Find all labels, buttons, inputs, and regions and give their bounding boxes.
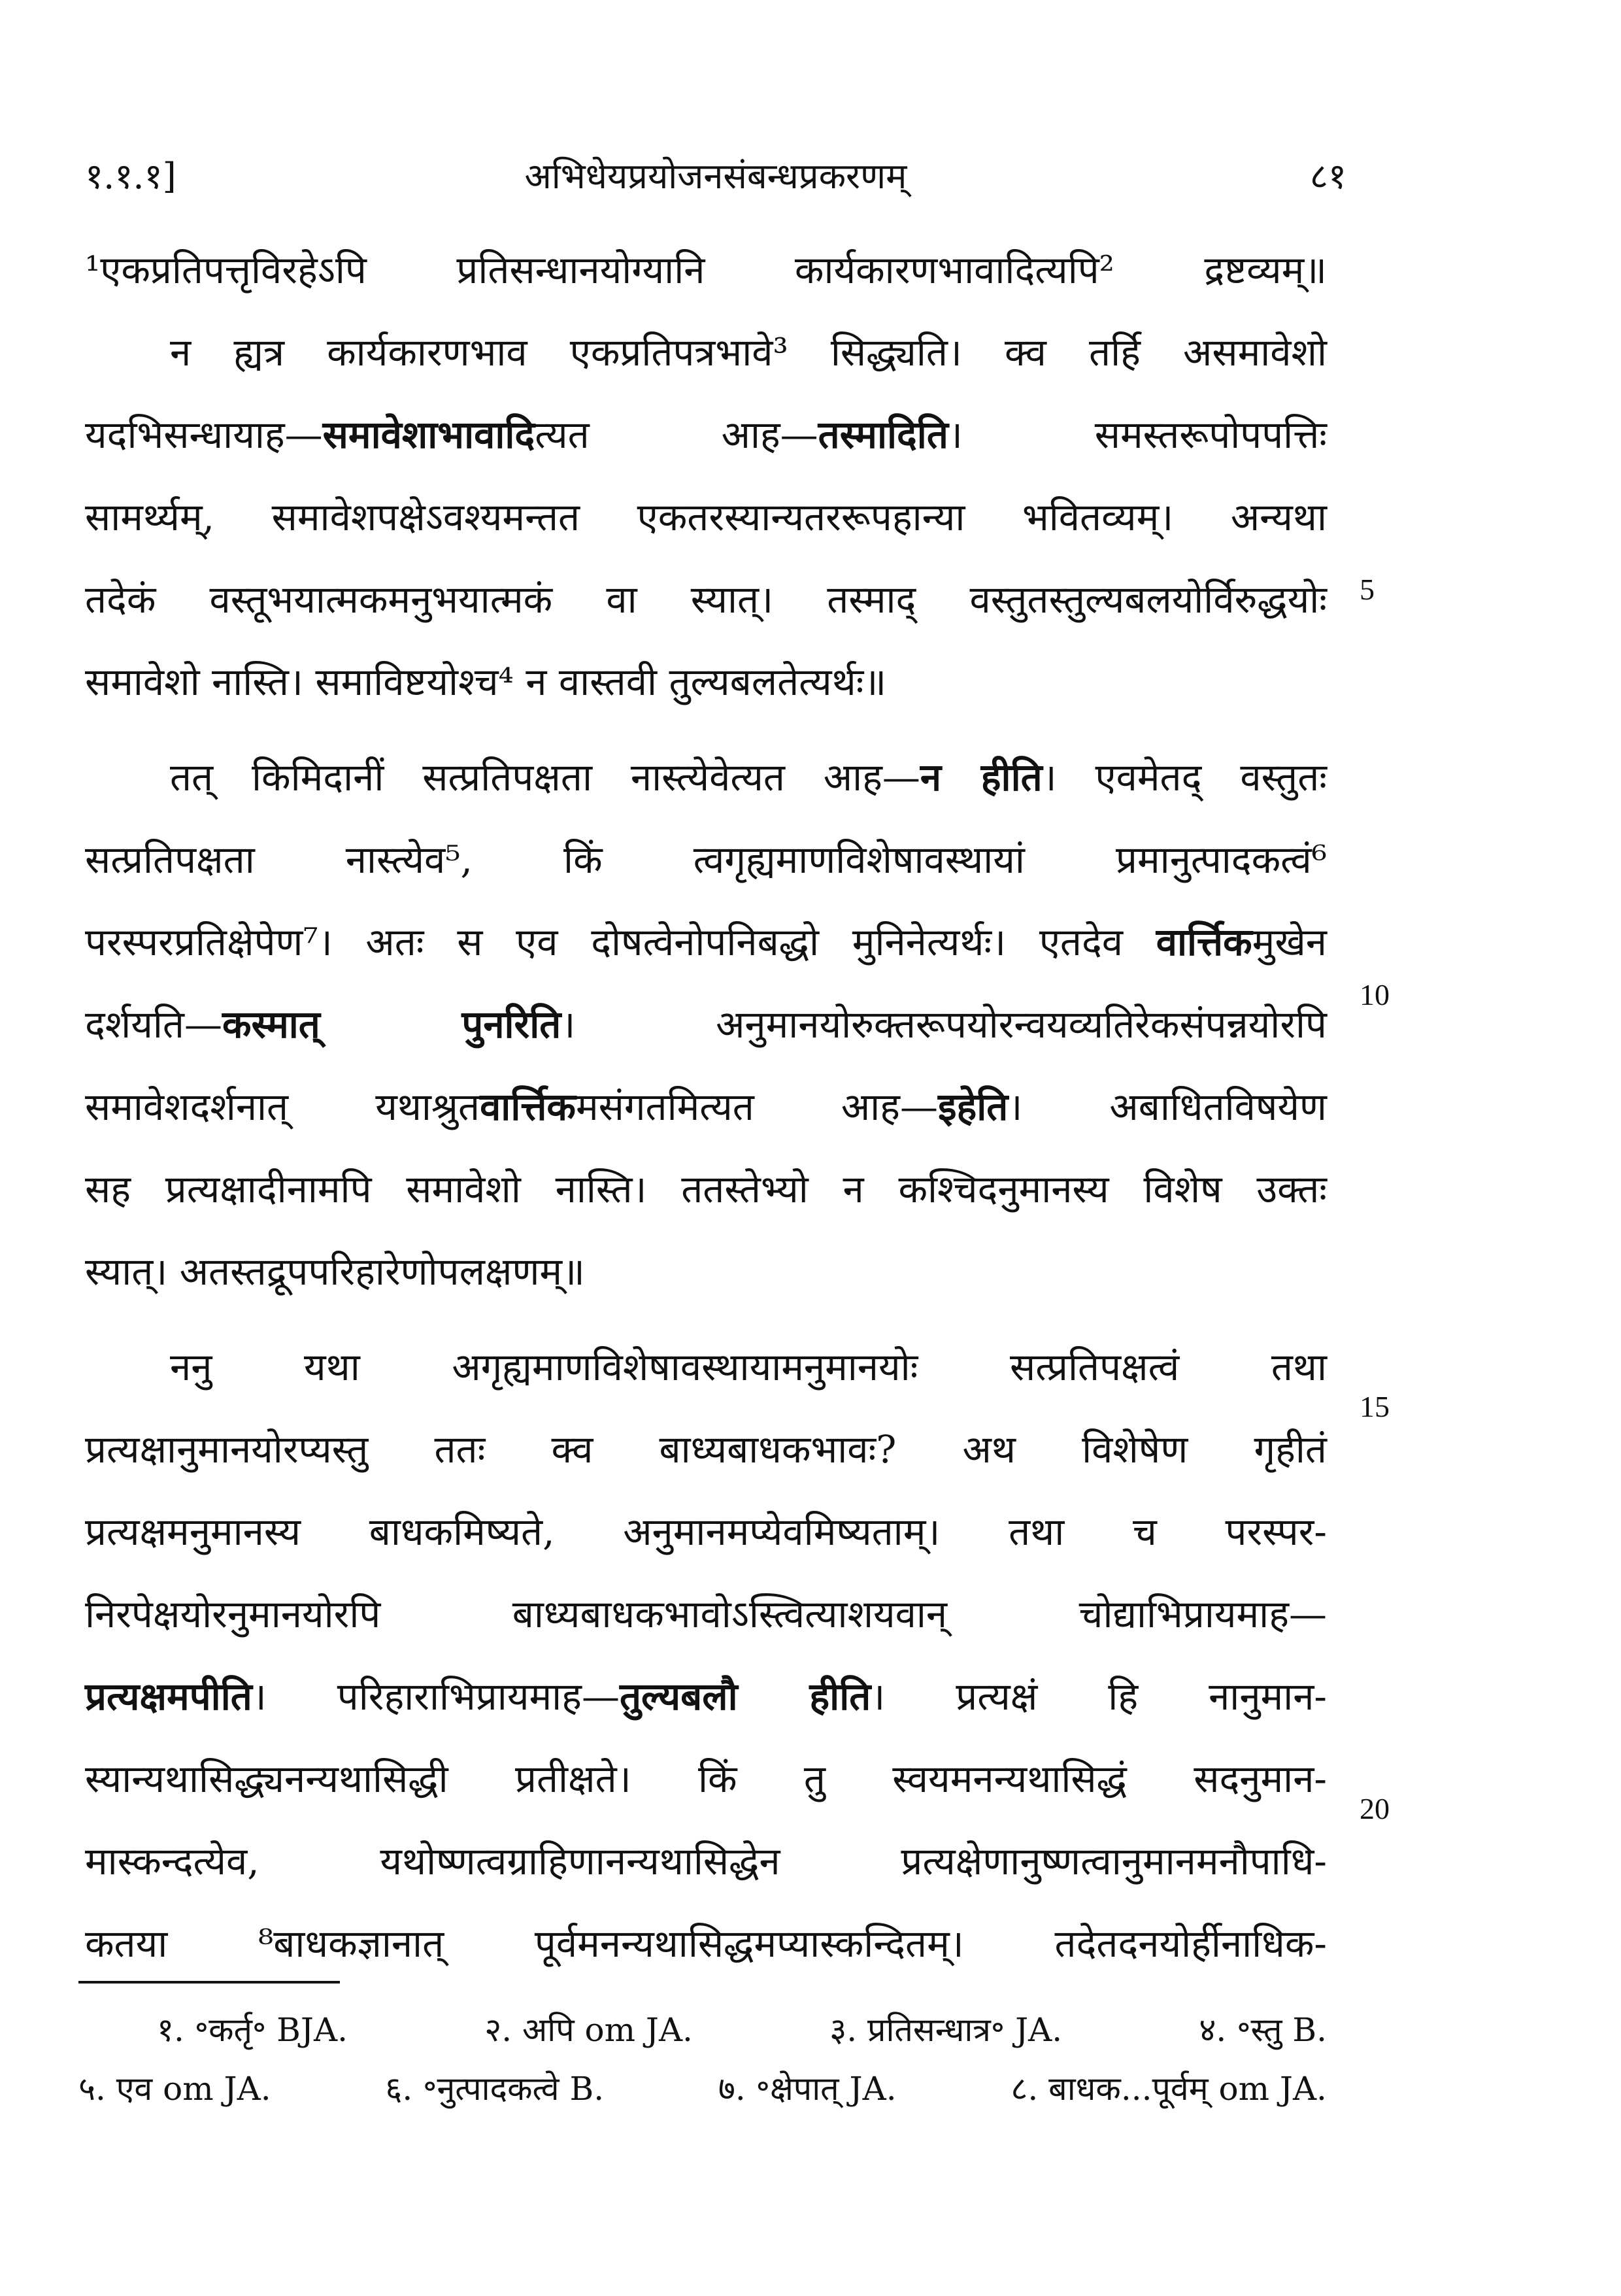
paragraph-3 <box>85 1326 1327 1985</box>
text-line-3: यदभिसन्धायाह—समावेशाभावादित्यत आह—तस्मादिति। समस्तरूपोपपत्तिः <box>85 413 1327 457</box>
text-line-18: प्रत्यक्षमपीति। परिहाराभिप्रायमाह—तुल्यबलौ हीति। प्रत्यक्षं हि नानुमान- <box>85 1674 1328 1719</box>
text-line-12: सह प्रत्यक्षादीनामपि समावेशो नास्ति। ततस्तेभ्यो न कश्चिदनुमानस्य विशेष उक्तः <box>85 1167 1327 1211</box>
text-line-4: सामर्थ्यम्, समावेशपक्षेऽवश्यमन्तत एकतरस्यान्यतररूपहान्या भवितव्यम्। अन्यथा <box>85 495 1327 539</box>
footnote-2: २. अपि om JA. <box>484 2011 693 2049</box>
running-title: अभिधेयप्रयोजनसंबन्धप्रकरणम् <box>524 156 907 197</box>
line-number-10: 10 <box>1360 978 1390 1011</box>
text-line-17: निरपेक्षयोरनुमानयोरपि बाध्यबाधकभावोऽस्त्वित्याशयवान् चोद्याभिप्रायमाह— <box>85 1592 1327 1636</box>
footnote-5: ५. एव om JA. <box>78 2070 271 2108</box>
running-header <box>85 150 1346 203</box>
text-line-6: समावेशो नास्ति। समाविष्टयोश्च⁴ न वास्तवी तुल्यबलतेत्यर्थः॥ <box>85 660 887 704</box>
text-line-16: प्रत्यक्षमनुमानस्य बाधकमिष्यते, अनुमानमप्येवमिष्यताम्। तथा च परस्पर- <box>85 1510 1327 1554</box>
main-text <box>85 229 1327 1998</box>
text-line-5: तदेकं वस्तूभयात्मकमनुभयात्मकं वा स्यात्। तस्माद् वस्तुतस्तुल्यबलयोर्विरुद्धयोः <box>85 577 1327 622</box>
text-line-14: ननु यथा अगृह्यमाणविशेषावस्थायामनुमानयोः सत्प्रतिपक्षत्वं तथा <box>170 1345 1327 1389</box>
section-number: १.१.१] <box>85 156 176 197</box>
paragraph-1 <box>85 229 1327 723</box>
text-line-19: स्यान्यथासिद्ध्यनन्यथासिद्धी प्रतीक्षते। किं तु स्वयमनन्यथासिद्धं सदनुमान- <box>85 1757 1327 1801</box>
text-line-8: सत्प्रतिपक्षता नास्त्येव⁵, किं त्वगृह्यमाणविशेषावस्थायां प्रमानुत्पादकत्वं⁶ <box>85 837 1327 882</box>
footnotes <box>78 2001 1327 2118</box>
footnote-row-1 <box>78 2001 1327 2059</box>
footnote-1: १. ॰कर्तृ॰ BJA. <box>157 2011 348 2049</box>
text-line-2: न ह्यत्र कार्यकारणभाव एकप्रतिपत्रभावे³ सिद्ध्यति। क्व तर्हि असमावेशो <box>170 330 1327 375</box>
page-number: ८१ <box>1309 156 1346 197</box>
text-line-9: परस्परप्रतिक्षेपेण⁷। अतः स एव दोषत्वेनोपनिबद्धो मुनिनेत्यर्थः। एतदेव वार्त्तिकमुखेन <box>85 920 1327 964</box>
line-number-15: 15 <box>1360 1390 1390 1423</box>
line-number-5: 5 <box>1360 573 1375 606</box>
text-line-1: ¹एकप्रतिपत्तृविरहेऽपि प्रतिसन्धानयोग्यानि कार्यकारणभावादित्यपि² द्रष्टव्यम्॥ <box>85 248 1327 292</box>
text-line-21: कतया ⁸बाधकज्ञानात् पूर्वमनन्यथासिद्धमप्यास्कन्दितम्। तदेतदनयोर्हीनाधिक- <box>85 1921 1327 1966</box>
footnote-8: ८. बाधक...पूर्वम् om JA. <box>1011 2070 1327 2108</box>
text-line-11: समावेशदर्शनात् यथाश्रुतवार्त्तिकमसंगतमित्यत आह—इहेति। अबाधितविषयेण <box>85 1085 1327 1129</box>
text-line-10: दर्शयति—कस्मात् पुनरिति। अनुमानयोरुक्तरूपयोरन्वयव्यतिरेकसंपन्नयोरपि <box>85 1002 1328 1047</box>
paragraph-2 <box>85 736 1327 1313</box>
text-line-15: प्रत्यक्षानुमानयोरप्यस्तु ततः क्व बाध्यबाधकभावः? अथ विशेषेण गृहीतं <box>85 1427 1327 1472</box>
footnote-row-2 <box>78 2059 1327 2118</box>
footnote-3: ३. प्रतिसन्धात्र॰ JA. <box>829 2011 1063 2049</box>
footnote-4: ४. ॰स्तु B. <box>1199 2011 1327 2049</box>
text-line-7: तत् किमिदानीं सत्प्रतिपक्षता नास्त्येवेत्यत आह—न हीति। एवमेतद् वस्तुतः <box>170 755 1327 800</box>
text-line-13: स्यात्। अतस्तद्रूपपरिहारेणोपलक्षणम्॥ <box>85 1249 585 1294</box>
footnote-7: ७. ॰क्षेपात् JA. <box>718 2070 897 2108</box>
footnote-6: ६. ॰नुत्पादकत्वे B. <box>385 2070 605 2108</box>
footnote-rule <box>78 1981 340 1984</box>
text-line-20: मास्कन्दत्येव, यथोष्णत्वग्राहिणानन्यथासिद्धेन प्रत्यक्षेणानुष्णत्वानुमानमनौपाधि- <box>85 1839 1327 1883</box>
line-number-20: 20 <box>1360 1792 1390 1825</box>
